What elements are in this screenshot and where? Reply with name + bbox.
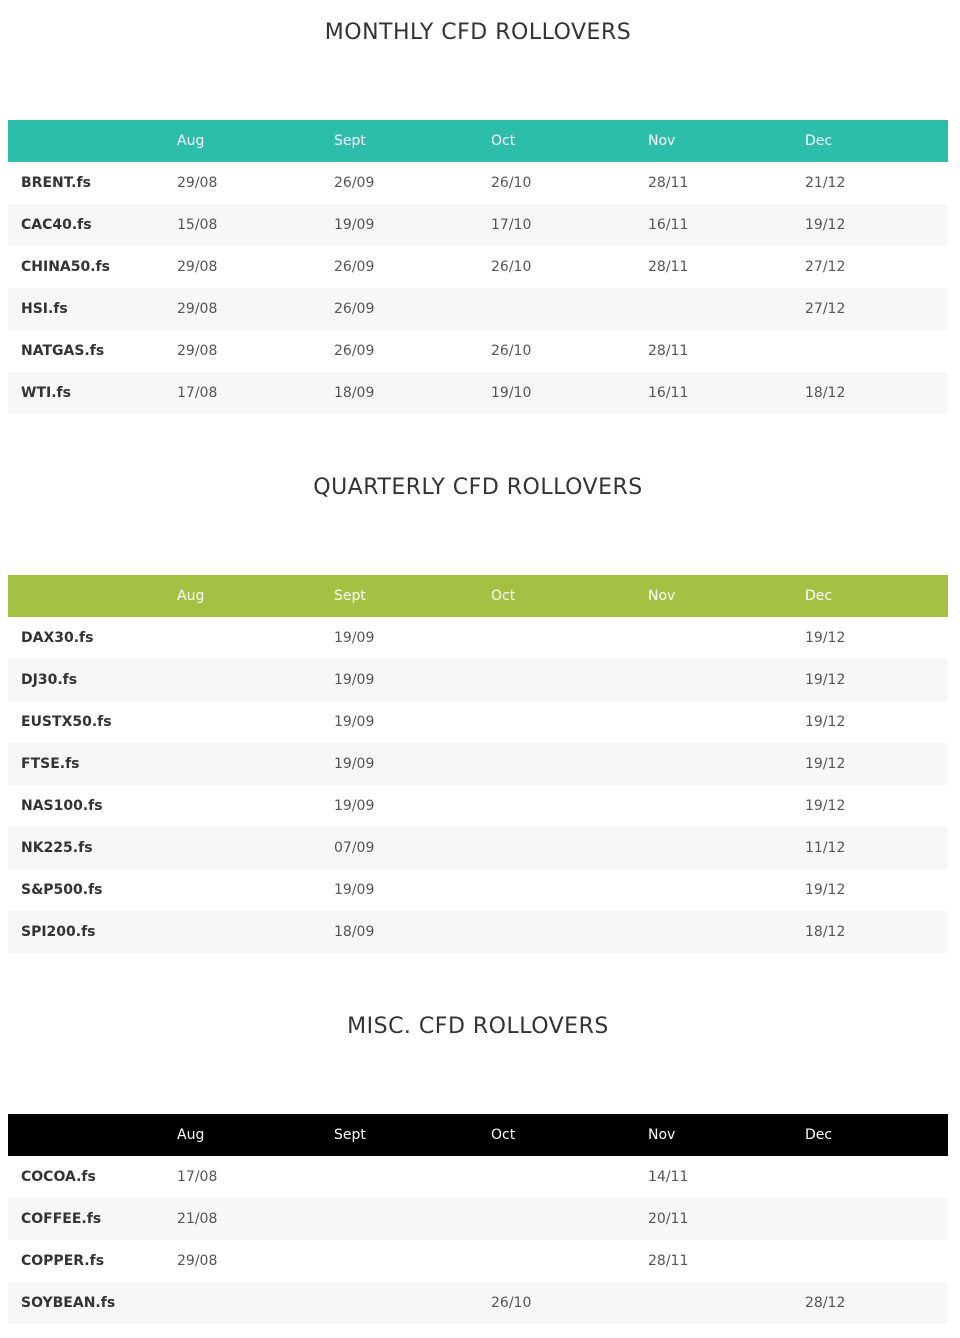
table-row — [8, 288, 948, 330]
date-cell — [648, 288, 805, 330]
date-cell: 18/12 — [805, 911, 948, 953]
date-cell — [805, 1156, 948, 1198]
table-header-row — [8, 1114, 948, 1156]
date-cell — [334, 1156, 491, 1198]
date-cell — [648, 911, 805, 953]
date-cell — [491, 827, 648, 869]
symbol-cell: HSI.fs — [8, 288, 177, 330]
date-cell: 17/08 — [177, 1169, 218, 1185]
date-cell: 19/09 — [334, 743, 491, 785]
header-month: Dec — [805, 575, 948, 617]
date-cell: 19/09 — [334, 630, 375, 646]
date-cell: 26/09 — [334, 175, 375, 191]
date-cell — [177, 785, 334, 827]
date-cell: 11/12 — [805, 827, 948, 869]
date-cell: 18/09 — [334, 372, 491, 414]
date-cell — [177, 1282, 334, 1324]
header-month: Sept — [334, 120, 491, 162]
date-cell — [491, 617, 648, 659]
quarterly-rollover-table — [8, 575, 948, 953]
header-month: Aug — [177, 1114, 334, 1156]
table-header-row — [8, 120, 948, 162]
date-cell: 20/11 — [648, 1198, 805, 1240]
symbol-cell: CAC40.fs — [8, 204, 177, 246]
date-cell: 28/12 — [805, 1282, 948, 1324]
date-cell — [491, 1156, 648, 1198]
date-cell: 19/12 — [805, 882, 846, 898]
table-row — [8, 1282, 948, 1324]
symbol-cell: DAX30.fs — [21, 630, 94, 646]
date-cell: 29/08 — [177, 343, 218, 359]
table-header-row — [8, 575, 948, 617]
date-cell: 15/08 — [177, 204, 334, 246]
monthly-rollover-table — [8, 120, 948, 414]
date-cell — [648, 701, 805, 743]
symbol-cell: SPI200.fs — [8, 911, 177, 953]
table-row — [8, 1198, 948, 1240]
symbol-cell: NK225.fs — [8, 827, 177, 869]
header-month: Oct — [491, 1114, 648, 1156]
table-row — [8, 869, 948, 911]
header-symbol — [8, 575, 177, 617]
date-cell: 07/09 — [334, 827, 491, 869]
misc-section-title: MISC. CFD ROLLOVERS — [347, 1014, 609, 1039]
header-month: Oct — [491, 575, 648, 617]
symbol-cell: NAS100.fs — [21, 798, 103, 814]
symbol-cell: COPPER.fs — [21, 1253, 105, 1269]
date-cell — [491, 659, 648, 701]
date-cell: 28/11 — [648, 175, 689, 191]
date-cell — [491, 1240, 648, 1282]
date-cell: 14/11 — [648, 1169, 689, 1185]
date-cell: 19/12 — [805, 630, 846, 646]
header-month: Nov — [648, 575, 805, 617]
date-cell — [805, 1198, 948, 1240]
symbol-cell: SOYBEAN.fs — [8, 1282, 177, 1324]
date-cell — [491, 743, 648, 785]
table-row — [8, 911, 948, 953]
date-cell: 19/09 — [334, 798, 375, 814]
header-month: Nov — [648, 120, 805, 162]
date-cell: 26/10 — [491, 1282, 648, 1324]
date-cell: 26/09 — [334, 288, 491, 330]
date-cell — [334, 1282, 491, 1324]
date-cell: 19/12 — [805, 798, 846, 814]
table-row — [8, 785, 948, 827]
date-cell — [648, 659, 805, 701]
date-cell: 19/09 — [334, 714, 375, 730]
date-cell: 28/11 — [648, 1253, 689, 1269]
header-month: Aug — [177, 575, 334, 617]
table-row — [8, 162, 948, 204]
table-row — [8, 204, 948, 246]
date-cell: 16/11 — [648, 372, 805, 414]
date-cell — [648, 1282, 805, 1324]
header-month: Oct — [491, 120, 648, 162]
date-cell: 19/12 — [805, 714, 846, 730]
date-cell — [177, 827, 334, 869]
date-cell — [177, 659, 334, 701]
date-cell: 18/12 — [805, 372, 948, 414]
date-cell: 26/10 — [491, 259, 532, 275]
date-cell: 18/09 — [334, 911, 491, 953]
date-cell: 21/12 — [805, 175, 846, 191]
table-row — [8, 659, 948, 701]
date-cell: 19/09 — [334, 659, 491, 701]
table-row — [8, 330, 948, 372]
date-cell — [334, 1198, 491, 1240]
date-cell: 17/08 — [177, 372, 334, 414]
date-cell: 26/10 — [491, 175, 532, 191]
date-cell — [648, 869, 805, 911]
table-row — [8, 827, 948, 869]
symbol-cell: FTSE.fs — [8, 743, 177, 785]
date-cell: 26/10 — [491, 343, 532, 359]
quarterly-section-title: QUARTERLY CFD ROLLOVERS — [313, 475, 643, 500]
symbol-cell: COCOA.fs — [21, 1169, 96, 1185]
date-cell: 19/12 — [805, 743, 948, 785]
date-cell — [805, 1240, 948, 1282]
date-cell: 27/12 — [805, 259, 846, 275]
date-cell — [648, 617, 805, 659]
date-cell: 26/09 — [334, 343, 375, 359]
symbol-cell: S&P500.fs — [21, 882, 103, 898]
misc-rollover-table — [8, 1114, 948, 1324]
date-cell — [334, 1240, 491, 1282]
header-month: Sept — [334, 575, 491, 617]
date-cell: 16/11 — [648, 204, 805, 246]
date-cell: 19/09 — [334, 882, 375, 898]
date-cell — [491, 1198, 648, 1240]
date-cell — [491, 869, 648, 911]
header-month: Dec — [805, 120, 948, 162]
date-cell: 19/12 — [805, 659, 948, 701]
date-cell: 28/11 — [648, 343, 689, 359]
header-symbol — [8, 1114, 177, 1156]
symbol-cell: DJ30.fs — [8, 659, 177, 701]
date-cell: 27/12 — [805, 288, 948, 330]
date-cell: 29/08 — [177, 288, 334, 330]
table-row — [8, 246, 948, 288]
header-month: Aug — [177, 120, 334, 162]
table-row — [8, 372, 948, 414]
header-month: Dec — [805, 1114, 948, 1156]
date-cell — [648, 827, 805, 869]
date-cell — [491, 911, 648, 953]
symbol-cell: EUSTX50.fs — [21, 714, 112, 730]
date-cell: 19/09 — [334, 204, 491, 246]
header-month: Sept — [334, 1114, 491, 1156]
date-cell — [177, 743, 334, 785]
table-row — [8, 743, 948, 785]
date-cell — [177, 869, 334, 911]
date-cell: 29/08 — [177, 1253, 218, 1269]
symbol-cell: NATGAS.fs — [21, 343, 105, 359]
symbol-cell: BRENT.fs — [21, 175, 91, 191]
date-cell — [177, 617, 334, 659]
table-row — [8, 617, 948, 659]
monthly-section-title: MONTHLY CFD ROLLOVERS — [324, 20, 632, 45]
date-cell: 29/08 — [177, 259, 218, 275]
header-month: Nov — [648, 1114, 805, 1156]
table-row — [8, 701, 948, 743]
symbol-cell: WTI.fs — [8, 372, 177, 414]
date-cell — [491, 701, 648, 743]
date-cell: 19/12 — [805, 204, 948, 246]
date-cell: 21/08 — [177, 1198, 334, 1240]
date-cell — [491, 785, 648, 827]
symbol-cell: COFFEE.fs — [8, 1198, 177, 1240]
date-cell: 17/10 — [491, 204, 648, 246]
table-row — [8, 1156, 948, 1198]
date-cell: 29/08 — [177, 175, 218, 191]
date-cell — [648, 743, 805, 785]
symbol-cell: CHINA50.fs — [21, 259, 110, 275]
date-cell: 26/09 — [334, 259, 375, 275]
date-cell: 28/11 — [648, 259, 689, 275]
date-cell — [648, 785, 805, 827]
date-cell — [177, 701, 334, 743]
date-cell — [491, 288, 648, 330]
table-row — [8, 1240, 948, 1282]
header-symbol — [8, 120, 177, 162]
date-cell — [177, 911, 334, 953]
date-cell: 19/10 — [491, 372, 648, 414]
date-cell — [805, 330, 948, 372]
